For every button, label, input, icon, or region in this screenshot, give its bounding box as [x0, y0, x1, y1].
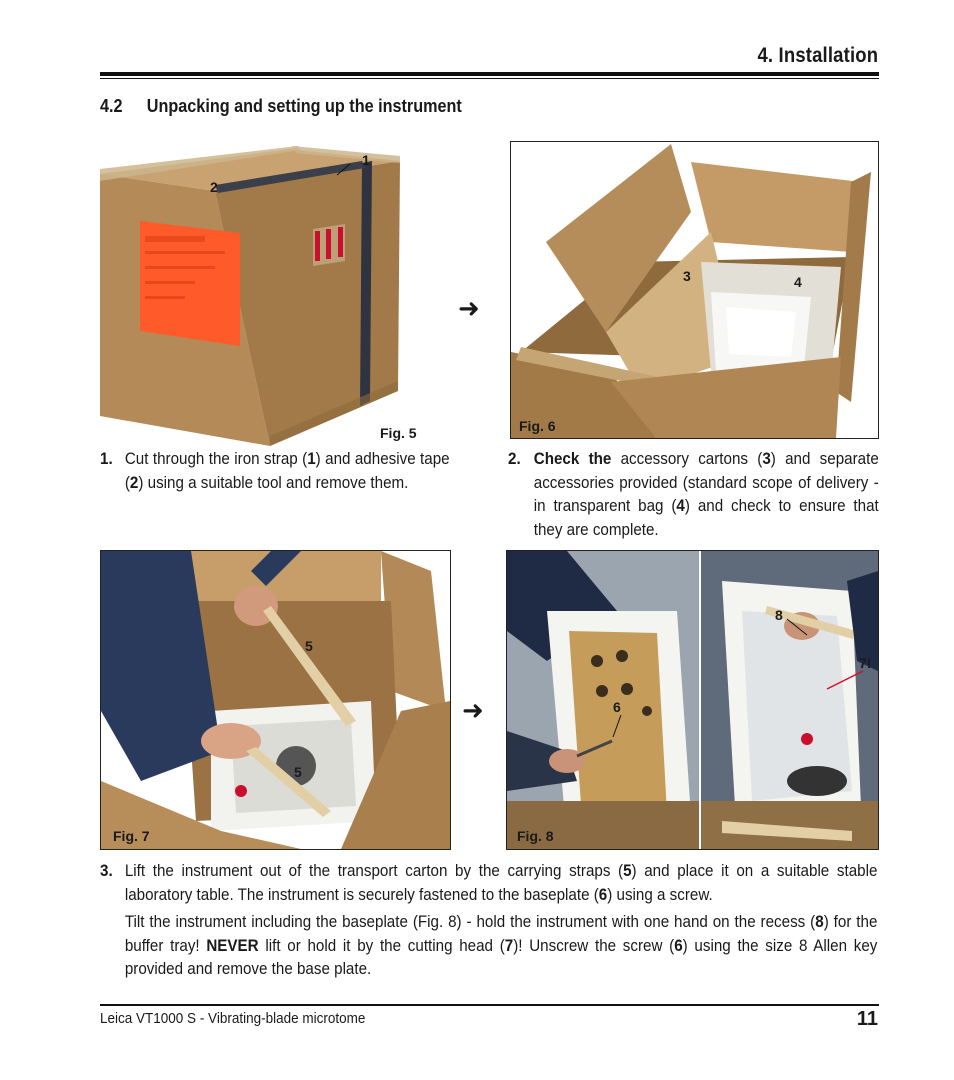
step-ref: 4: [676, 497, 685, 515]
step-emphasis: Check the: [533, 450, 612, 468]
step-number: 1.: [100, 450, 113, 468]
callout-6-leader: [611, 715, 623, 739]
section-title: Unpacking and setting up the instrument: [146, 96, 462, 116]
step-text: ) using a suitable tool and remove them.: [138, 473, 409, 492]
figure-6-label: Fig. 6: [519, 418, 556, 434]
callout-8: 8: [775, 607, 783, 623]
callout-1: 1: [362, 152, 370, 168]
step-text: ) and separate accessories provided (standard scope of delivery - in transparent bag (: [533, 450, 879, 515]
step-2: [508, 448, 879, 542]
step-ref: 6: [674, 936, 683, 955]
step-text: ) and adhesive tape (: [124, 450, 450, 492]
figure-6: [510, 141, 879, 439]
step-1: [100, 448, 450, 495]
step-text: Lift the instrument out of the transport carton by the carrying straps (: [124, 862, 624, 880]
section-heading: [100, 96, 462, 117]
step-number: 2.: [508, 450, 521, 468]
step-text: lift or hold it by the cutting head (: [258, 936, 505, 955]
baseplate-photo: [507, 551, 878, 849]
callout-6: 6: [613, 699, 621, 715]
step-warning: NEVER: [206, 936, 259, 955]
page-number: 11: [856, 1008, 878, 1030]
step-ref: 7: [504, 936, 514, 955]
figure-5-label: Fig. 5: [380, 425, 417, 441]
closed-box-photo: [100, 141, 430, 446]
step-ref: 2: [129, 473, 139, 492]
figure-7-label: Fig. 7: [113, 828, 150, 844]
step-3: [100, 860, 877, 982]
step-ref: 3: [762, 450, 771, 468]
callout-5-lower: 5: [294, 764, 302, 780]
figure-8: [506, 550, 879, 850]
step-text: ) using a screw.: [607, 885, 713, 904]
figure-8-label: Fig. 8: [517, 828, 554, 844]
callout-4: 4: [794, 274, 802, 290]
figure-7: [100, 550, 451, 850]
step-text: )! Unscrew the screw (: [513, 936, 675, 955]
section-number: 4.2: [100, 96, 123, 116]
footer-rule: [100, 1004, 879, 1006]
step-text: ) and place it on a suitable stable laboratory table. The instrument is securely fastened to the baseplate (: [124, 862, 878, 904]
step-text: accessory cartons (: [611, 450, 763, 468]
step-text: ) using the size 8 Allen key provided and remove the base plate.: [124, 936, 878, 978]
step-number: 3.: [100, 862, 113, 880]
callout-8-leader: [785, 617, 809, 637]
step-text: Cut through the iron strap (: [124, 450, 308, 468]
arrow-right-icon: ➜: [458, 293, 480, 323]
callout-7: 7!: [859, 655, 872, 671]
step-text: Tilt the instrument including the baseplate (Fig. 8) - hold the instrument with one hand on the recess (: [124, 913, 816, 931]
step-ref: 1: [307, 450, 316, 468]
step-text: ) for the buffer tray!: [124, 913, 878, 955]
lifting-instrument-photo: [101, 551, 450, 849]
chapter-title: 4. Installation: [757, 44, 878, 67]
header-rule: [100, 72, 879, 76]
callout-5: 5: [305, 638, 313, 654]
step-ref: 8: [815, 913, 824, 931]
callout-7-leader: [825, 669, 865, 691]
callout-2: 2: [210, 179, 218, 195]
step-ref: 5: [623, 862, 632, 880]
step-ref: 6: [598, 885, 608, 904]
callout-3: 3: [683, 268, 691, 284]
header-rule-thin: [100, 78, 879, 79]
footer-title: Leica VT1000 S - Vibrating-blade microtome: [100, 1010, 366, 1027]
arrow-right-icon: ➜: [462, 695, 484, 725]
figure-5: [100, 141, 430, 446]
step-text: ) and check to ensure that they are complete.: [533, 497, 879, 539]
open-box-photo: [511, 142, 878, 438]
